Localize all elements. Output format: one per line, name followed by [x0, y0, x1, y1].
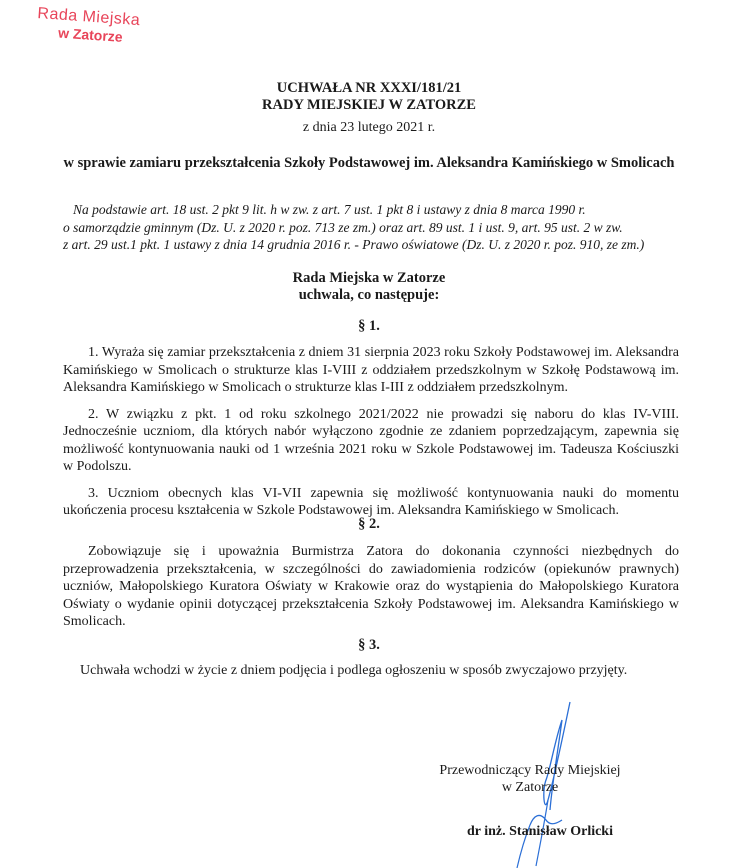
red-stamp [36, 6, 141, 45]
preamble [0, 270, 738, 304]
section-heading-3: § 3. [358, 637, 380, 653]
title-line2: RADY MIEJSKIEJ W ZATORZE [262, 97, 476, 113]
section-2-paragraph: Zobowiązuje się i upoważnia Burmistrza Zatora do dokonania czynności niezbędnych do przeprowadzenia przekształcenia, w szczególności do zawiadomienia rodziców (opiekunów prawnych) uczniów, Małopolskiego Kuratora Oświaty w Krakowie oraz do wystąpienia do Małopolskiego Kuratora Oświaty o wydanie opinii dotyczącej przekształcenia Szkoły Podstawowej im. Aleksandra Kamińskiego w Smolicach. [63, 544, 679, 629]
section-1-point-1: 1. Wyraża się zamiar przekształcenia z dniem 31 sierpnia 2023 roku Szkoły Podstawowej im. Aleksandra Kamińskiego w Smolicach o strukturze klas I-VIII z oddziałem przedszkolnym w Szkołę Podstawową im. Aleksandra Kamińskiego w Smolicach o strukturze klas I-III z oddziałem przedszkolnym. [63, 345, 679, 395]
signatory-name: dr inż. Stanisław Orlicki [467, 824, 613, 839]
resolution-subject: w sprawie zamiaru przekształcenia Szkoły Podstawowej im. Aleksandra Kamińskiego w Smolicach [63, 155, 675, 171]
signatory-role [420, 762, 640, 796]
section-1-point-2: 2. W związku z pkt. 1 od roku szkolnego 2021/2022 nie prowadzi się naboru do klas IV-VIII. Jednocześnie uczniom, dla których nabór wyłączono zgodnie ze zdaniem poprzedzającym, zapewnia się możliwość kontynuowania nauki od 1 września 2021 roku w Szkole Podstawowej im. Tadeusza Kościuszki w Podolszu. [63, 406, 679, 474]
legal-basis-line3: z art. 29 ust.1 pkt. 1 ustawy z dnia 14 grudnia 2016 r. - Prawo oświatowe (Dz. U. z 2020 r. poz. 910, ze zm.) [63, 237, 645, 252]
section-1-point-3: 3. Uczniom obecnych klas VI-VII zapewnia się możliwość kontynuowania nauki do momentu ukończenia procesu kształcenia w Szkole Podstawowej im. Aleksandra Kamińskiego w Smolicach. [63, 485, 679, 518]
resolution-date: z dnia 23 lutego 2021 r. [302, 120, 436, 135]
resolution-title [0, 80, 738, 114]
section-3-body [80, 662, 680, 680]
preamble-line2: uchwala, co następuje: [298, 287, 440, 303]
title-line1: UCHWAŁA NR XXXI/181/21 [276, 80, 462, 96]
section-2-body [63, 543, 679, 631]
stamp-line2: w Zatorze [57, 24, 124, 45]
legal-basis-line2: o samorządzie gminnym (Dz. U. z 2020 r. poz. 713 ze zm.) oraz art. 89 ust. 1 i ust. 9, art. 95 ust. 2 w zw. [63, 219, 623, 235]
legal-basis [63, 201, 678, 254]
section-heading-1: § 1. [358, 318, 380, 334]
legal-basis-line1: Na podstawie art. 18 ust. 2 pkt 9 lit. h w zw. z art. 7 ust. 1 pkt 8 i ustawy z dnia 8 marca 1990 r. [73, 202, 586, 217]
section-3-paragraph: Uchwała wchodzi w życie z dniem podjęcia i podlega ogłoszeniu w sposób zwyczajowo przyjęty. [80, 663, 628, 678]
preamble-line1: Rada Miejska w Zatorze [292, 270, 446, 286]
section-heading-2: § 2. [358, 516, 380, 532]
signatory-role-line2: w Zatorze [501, 780, 559, 795]
signatory-role-line1: Przewodniczący Rady Miejskiej [439, 763, 621, 778]
stamp-line1: Rada Miejska [36, 5, 141, 30]
section-1-body [63, 344, 679, 520]
